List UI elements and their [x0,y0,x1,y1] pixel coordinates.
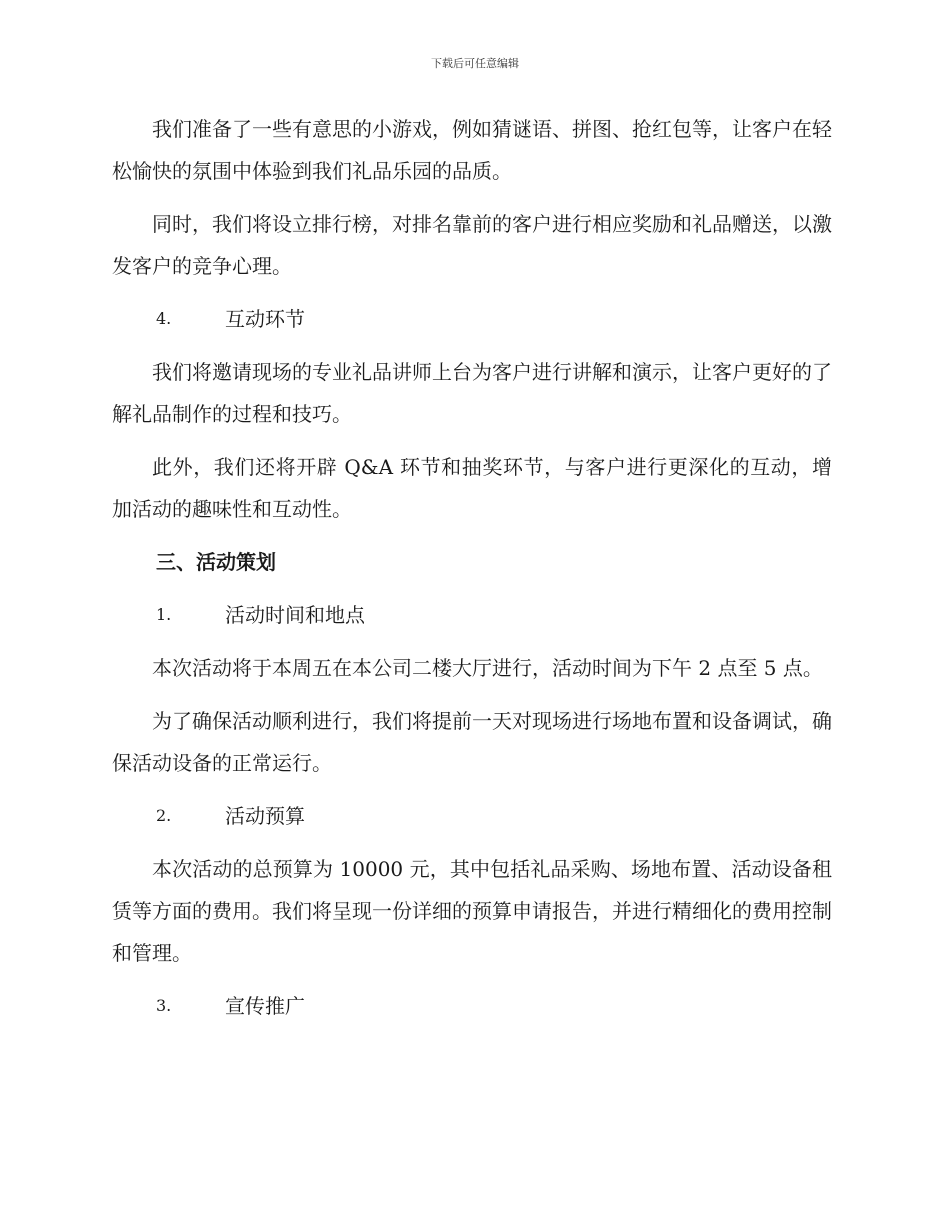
document-body [112,108,832,1038]
paragraph-games: 我们准备了一些有意思的小游戏，例如猜谜语、拼图、抢红包等，让客户在轻松愉快的氛围中体验到我们礼品乐园的品质。 [112,117,832,183]
paragraph-setup: 为了确保活动顺利进行，我们将提前一天对现场进行场地布置和设备调试，确保活动设备的正常运行。 [112,709,832,775]
paragraph-leaderboard: 同时，我们将设立排行榜，对排名靠前的客户进行相应奖励和礼品赠送，以激发客户的竞争心理。 [112,212,832,278]
list-item-number: 2. [156,806,172,825]
paragraph-schedule: 本次活动将于本周五在本公司二楼大厅进行，活动时间为下午 2 点至 5 点。 [152,656,823,680]
list-item-time-location [112,594,832,636]
list-item-interaction [112,298,832,340]
section-heading-planning: 三、活动策划 [156,550,276,574]
list-item-number: 3. [156,996,172,1015]
list-item-label: 活动时间和地点 [225,603,365,627]
list-item-promotion [112,985,832,1027]
list-item-label: 宣传推广 [225,994,305,1018]
list-item-number: 1. [156,605,172,624]
paragraph-budget: 本次活动的总预算为 10000 元，其中包括礼品采购、场地布置、活动设备租赁等方面的费用。我们将呈现一份详细的预算申请报告，并进行精细化的费用控制和管理。 [112,857,832,965]
header-note: 下载后可任意编辑 [431,57,519,70]
paragraph-qa: 此外，我们还将开辟 Q&A 环节和抽奖环节，与客户进行更深化的互动，增加活动的趣味性和互动性。 [112,455,832,521]
list-item-label: 活动预算 [225,804,305,828]
list-item-number: 4. [156,309,172,328]
paragraph-lecturer: 我们将邀请现场的专业礼品讲师上台为客户进行讲解和演示，让客户更好的了解礼品制作的过程和技巧。 [112,360,832,426]
list-item-label: 互动环节 [225,307,305,331]
list-item-budget [112,795,832,837]
